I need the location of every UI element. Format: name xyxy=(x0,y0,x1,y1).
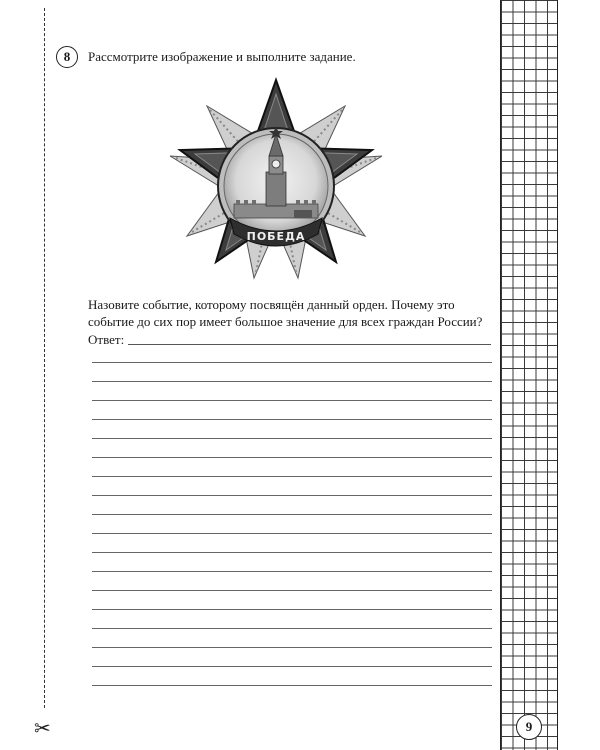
scissors-icon: ✂ xyxy=(34,716,51,740)
answer-line[interactable] xyxy=(92,381,492,382)
answer-line[interactable] xyxy=(92,666,492,667)
question-text: Назовите событие, которому посвящён данный орден. Почему это событие до сих пор имеет большое значение для всех граждан России? xyxy=(88,297,483,329)
answer-line[interactable] xyxy=(92,685,492,686)
task-instruction: Рассмотрите изображение и выполните задание. xyxy=(88,49,356,64)
answer-line[interactable] xyxy=(92,362,492,363)
answer-line[interactable] xyxy=(92,476,492,477)
task-number: 8 xyxy=(56,46,78,68)
medal-inscription: ПОБЕДА xyxy=(246,230,306,243)
answer-label: Ответ: xyxy=(88,332,125,347)
answer-line[interactable] xyxy=(92,419,492,420)
answer-line[interactable] xyxy=(92,533,492,534)
answer-line[interactable] xyxy=(92,400,492,401)
answer-line[interactable] xyxy=(92,609,492,610)
answer-line[interactable] xyxy=(92,495,492,496)
graph-paper-strip xyxy=(500,0,558,750)
answer-line[interactable] xyxy=(92,457,492,458)
answer-line[interactable] xyxy=(92,438,492,439)
answer-lines xyxy=(92,0,492,750)
answer-line[interactable] xyxy=(92,628,492,629)
page-number: 9 xyxy=(516,714,542,740)
answer-line[interactable] xyxy=(92,571,492,572)
answer-line[interactable] xyxy=(92,552,492,553)
cut-line xyxy=(44,8,45,708)
answer-line[interactable] xyxy=(92,647,492,648)
answer-line[interactable] xyxy=(92,590,492,591)
answer-line[interactable] xyxy=(92,514,492,515)
